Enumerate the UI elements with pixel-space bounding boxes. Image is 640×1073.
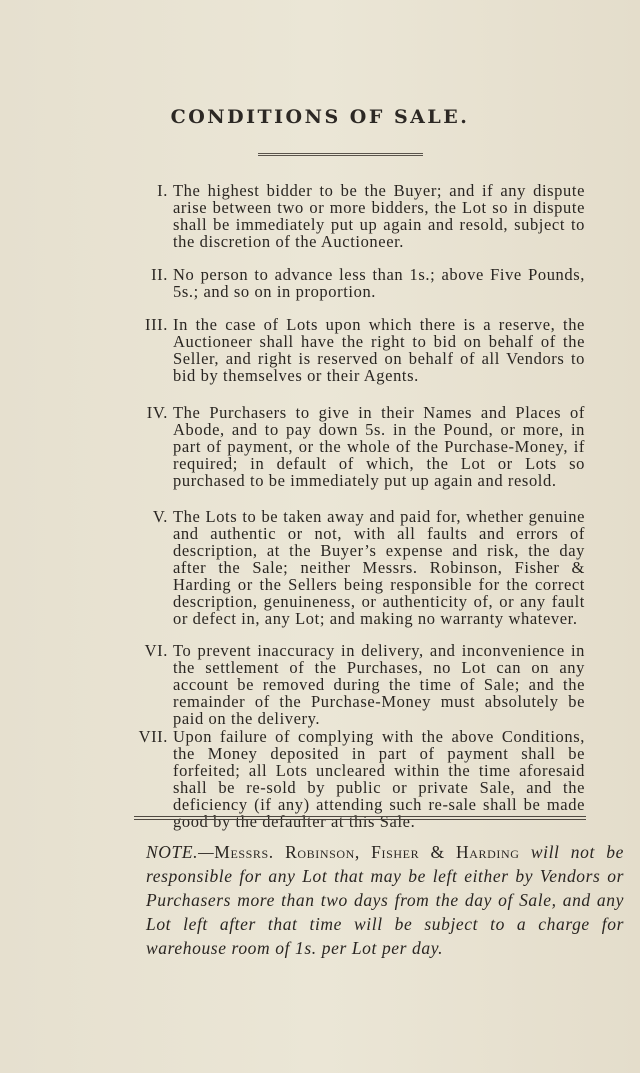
- page-title: CONDITIONS OF SALE.: [170, 106, 470, 128]
- condition-text: No person to advance less than 1s.; above Five Pounds, 5s.; and so on in proportion.: [173, 265, 585, 301]
- condition-numeral: II.: [151, 265, 168, 284]
- condition-text: In the case of Lots upon which there is a reserve, the Auctioneer shall have the right to bid on behalf of the Seller, and right is reserved on behalf of all Vendors to bid by themselves or their Agents.: [173, 315, 585, 385]
- title-rule: [258, 153, 423, 156]
- condition-numeral: III.: [144, 315, 168, 334]
- condition-text: To prevent inaccuracy in delivery, and inconvenience in the settlement of the Purchases, no Lot can on any account be removed during the time of Sale; and the remainder of the Purchase-Money must absolutely be paid on the delivery.: [173, 641, 585, 728]
- condition-text: The Purchasers to give in their Names and Places of Abode, and to pay down 5s. in the Pound, or more, in part of payment, or the whole of the Purchase-Money, if required; in default of which, the Lot or Lots so purchased to be immediately put up again and resold.: [173, 403, 585, 490]
- condition-numeral: V.: [152, 507, 168, 526]
- condition-numeral: VII.: [138, 727, 168, 746]
- condition-numeral: VI.: [144, 641, 168, 660]
- condition-text: Upon failure of complying with the above Conditions, the Money deposited in part of payment shall be forfeited; all Lots uncleared within the time aforesaid shall be re-sold by public or private Sale, and the deficiency (if any) attending such re-sale shall be made good by the defaulter at this Sale.: [173, 727, 585, 831]
- condition-numeral: I.: [157, 181, 168, 200]
- section-divider: [134, 816, 586, 820]
- note-firms: Messrs. Robinson, Fisher & Harding: [214, 842, 520, 862]
- condition-numeral: IV.: [146, 403, 168, 422]
- condition-text: The highest bidder to be the Buyer; and if any dispute arise between two or more bidders, the Lot so in dispute shall be immediately put up again and resold, subject to the discretion of the Auctioneer.: [173, 181, 585, 251]
- note-paragraph: [108, 840, 624, 960]
- note-body: will not be responsible for any Lot that may be left either by Vendors or Purchasers more than two days from the day of Sale, and any Lot left after that time will be subject to a charge for warehouse room of 1s. per Lot per day.: [146, 842, 624, 958]
- condition-text: The Lots to be taken away and paid for, whether genuine and authentic or not, with all faults and errors of description, at the Buyer’s expense and risk, the day after the Sale; neither Messrs. Robinson, Fisher & Harding or the Sellers being responsible for the correct description, genuineness, or authenticity of, or any fault or defect in, any Lot; and making no warranty whatever.: [173, 507, 585, 628]
- note-lead: NOTE.—: [146, 842, 215, 862]
